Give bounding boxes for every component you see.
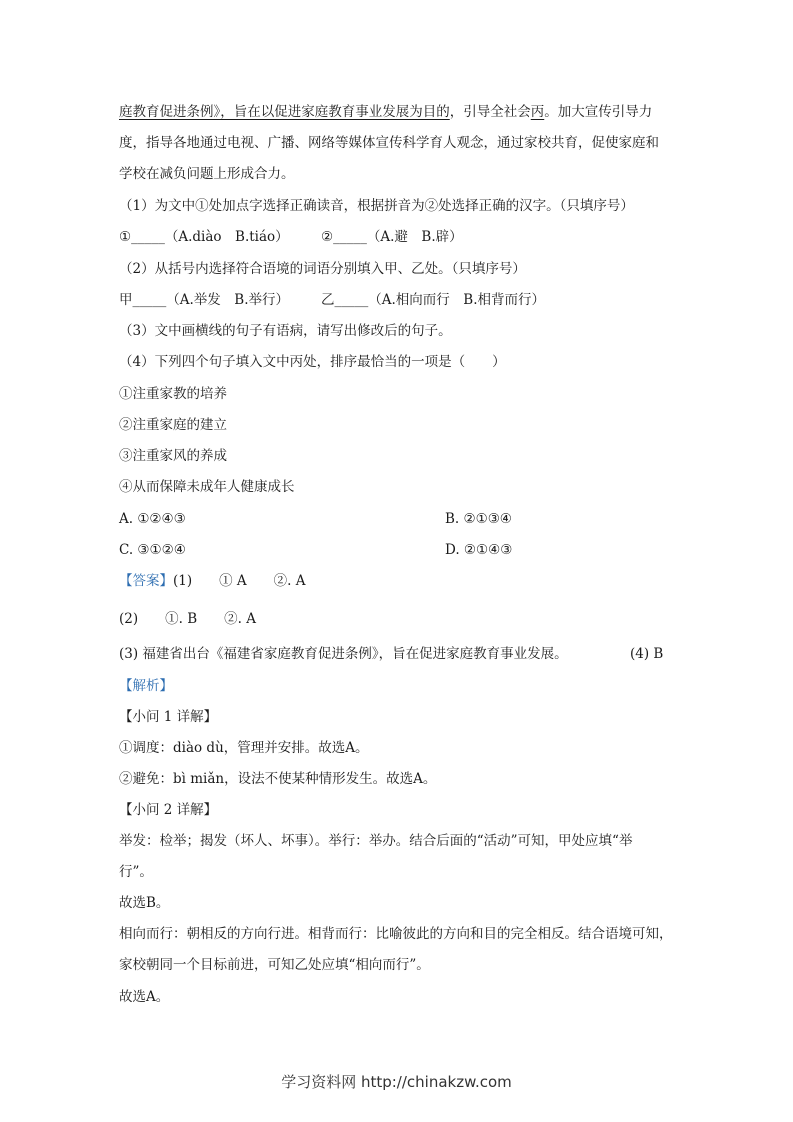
option-a: A. ①②④③ [119, 511, 186, 527]
answer-1: (1) ① A ②. A [173, 573, 306, 589]
passage-line-3: 学校在减负问题上形成合力。 [119, 166, 295, 182]
passage-line-1 [119, 102, 652, 122]
question-4: （4）下列四个句子填入文中丙处，排序最恰当的一项是（ ） [119, 354, 506, 370]
q2-option-jia: 甲_____（A.举发 B.举行） [119, 292, 290, 308]
analysis-para: 举发：检举；揭发（坏人、坏事）。举行：举办。结合后面的“活动”可知，甲处应填“举 [119, 833, 633, 849]
answer-line-1 [119, 571, 306, 591]
analysis-para: 故选B。 [119, 895, 170, 911]
sentence-4: ④从而保障未成年人健康成长 [119, 479, 295, 495]
analysis-para: ①调度：diào dù，管理并安排。故选A。 [119, 740, 369, 756]
sentence-1: ①注重家教的培养 [119, 386, 227, 402]
answer-line-3 [119, 644, 679, 664]
option-b: B. ②①③④ [445, 511, 512, 527]
sub-heading-2: 【小问 2 详解】 [119, 802, 218, 818]
question-2-options [119, 290, 546, 310]
passage-text: 。加大宣传引导力 [544, 104, 653, 120]
blank-bing: 丙 [530, 104, 545, 120]
answer-4: (4) B [630, 646, 664, 662]
footer-watermark: 学习资料网 http://chinakzw.com [281, 1073, 512, 1091]
analysis-para: 相向而行：朝相反的方向行进。相背而行：比喻彼此的方向和目的完全相反。结合语境可知， [119, 926, 673, 942]
analysis-tag: 【解析】 [119, 678, 173, 694]
answer-tag: 【答案】 [119, 573, 173, 589]
underlined-sentence: 庭教育促进条例》，旨在以促进家庭教育事业发展为目的 [119, 104, 450, 120]
analysis-para: 行”。 [119, 864, 153, 880]
answer-3: (3) 福建省出台《福建省家庭教育促进条例》，旨在促进家庭教育事业发展。 [119, 646, 568, 662]
q1-option-a: ①_____（A.diào B.tiáo） [119, 229, 289, 245]
analysis-para: 家校朝同一个目标前进，可知乙处应填“相向而行”。 [119, 957, 430, 973]
options-row-1 [119, 509, 679, 529]
question-1-options [119, 227, 463, 247]
sub-heading-1: 【小问 1 详解】 [119, 709, 218, 725]
sentence-2: ②注重家庭的建立 [119, 417, 227, 433]
analysis-para: 故选A。 [119, 989, 170, 1005]
question-1: （1）为文中①处加点字选择正确读音，根据拼音为②处选择正确的汉字。（只填序号） [119, 198, 634, 214]
answer-2: (2) ①. B ②. A [119, 611, 256, 627]
options-row-2 [119, 540, 679, 560]
q1-option-b: ②_____（A.避 B.辟） [321, 229, 463, 245]
q2-option-yi: 乙_____（A.相向而行 B.相背而行） [321, 292, 546, 308]
analysis-para: ②避免：bì miǎn，设法不使某种情形发生。故选A。 [119, 771, 437, 787]
passage-text: ，引导全社会 [449, 104, 531, 120]
question-2: （2）从括号内选择符合语境的词语分别填入甲、乙处。（只填序号） [119, 261, 526, 277]
option-d: D. ②①④③ [445, 542, 513, 558]
question-3: （3）文中画横线的句子有语病，请写出修改后的句子。 [119, 323, 452, 339]
passage-line-2: 度，指导各地通过电视、广播、网络等媒体宣传科学育人观念，通过家校共育，促使家庭和 [119, 135, 659, 151]
sentence-3: ③注重家风的养成 [119, 448, 227, 464]
option-c: C. ③①②④ [119, 542, 186, 558]
